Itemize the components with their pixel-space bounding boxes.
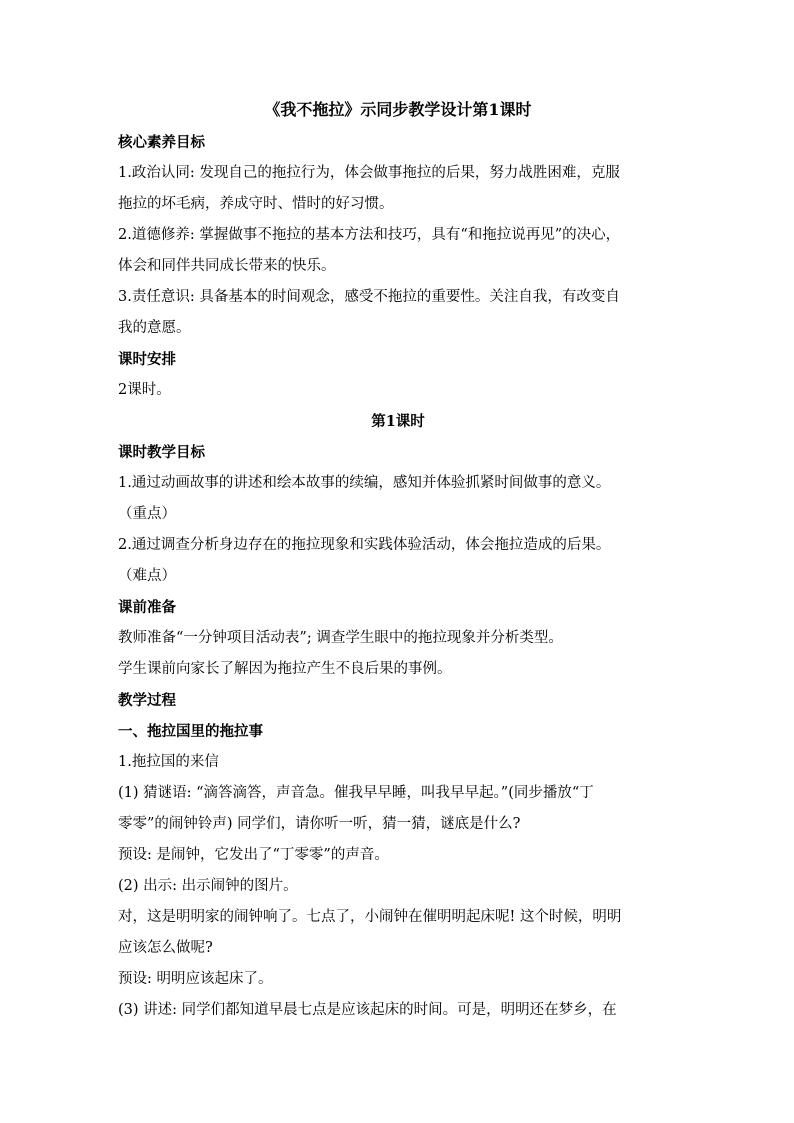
body-text-line: （难点） bbox=[118, 568, 176, 584]
body-text-line: 2.通过调查分析身边存在的拖拉现象和实践体验活动，体会拖拉造成的后果。 bbox=[118, 537, 611, 553]
body-text-line: 预设: 明明应该起床了。 bbox=[118, 971, 273, 987]
document-body bbox=[118, 127, 678, 1026]
section-heading: 课时教学目标 bbox=[118, 444, 205, 461]
body-text-line: 学生课前向家长了解因为拖拉产生不良后果的事例。 bbox=[118, 661, 452, 677]
section-heading: 教学过程 bbox=[118, 692, 176, 709]
body-text-line: 1.通过动画故事的讲述和绘本故事的续编，感知并体验抓紧时间做事的意义。 bbox=[118, 475, 611, 491]
body-text-line: 2.道德修养: 掌握做事不拖拉的基本方法和技巧，具有“和拖拉说再见”的决心， bbox=[118, 227, 621, 243]
body-text-line: 1.政治认同: 发现自己的拖拉行为，体会做事拖拉的后果，努力战胜困难，克服 bbox=[118, 165, 620, 181]
section-heading: 一、拖拉国里的拖拉事 bbox=[118, 723, 263, 740]
document-page bbox=[118, 92, 678, 1026]
body-text-line: 2课时。 bbox=[118, 382, 171, 398]
body-text-line: (1) 猜谜语: “滴答滴答，声音急。催我早早睡，叫我早早起。”(同步播放“丁 bbox=[118, 785, 594, 801]
lesson-heading: 第1课时 bbox=[371, 413, 425, 430]
section-heading: 课时安排 bbox=[118, 351, 176, 368]
document-title: 《我不拖拉》示同步教学设计第1课时 bbox=[264, 100, 532, 119]
section-heading: 核心素养目标 bbox=[118, 134, 205, 151]
body-text-line: 教师准备“一分钟项目活动表”; 调查学生眼中的拖拉现象并分析类型。 bbox=[118, 630, 563, 646]
body-text-line: 3.责任意识: 具备基本的时间观念，感受不拖拉的重要性。关注自我，有改变自 bbox=[118, 289, 620, 305]
body-text-line: (2) 出示: 出示闹钟的图片。 bbox=[118, 878, 298, 894]
section-heading: 课前准备 bbox=[118, 599, 176, 616]
body-text-line: 我的意愿。 bbox=[118, 320, 191, 336]
body-text-line: 预设: 是闹钟，它发出了“丁零零”的声音。 bbox=[118, 847, 389, 863]
body-text-line: 1.拖拉国的来信 bbox=[118, 754, 219, 770]
body-text-line: 零零”的闹钟铃声) 同学们，请你听一听，猜一猜，谜底是什么? bbox=[118, 816, 521, 832]
body-text-line: 应该怎么做呢? bbox=[118, 940, 213, 956]
body-text-line: 拖拉的坏毛病，养成守时、惜时的好习惯。 bbox=[118, 196, 394, 212]
body-text-line: 对，这是明明家的闹钟响了。七点了，小闹钟在催明明起床呢! 这个时候，明明 bbox=[118, 909, 622, 925]
body-text-line: （重点） bbox=[118, 506, 176, 522]
body-text-line: 体会和同伴共同成长带来的快乐。 bbox=[118, 258, 336, 274]
body-text-line: (3) 讲述: 同学们都知道早晨七点是应该起床的时间。可是，明明还在梦乡，在 bbox=[118, 1002, 617, 1018]
